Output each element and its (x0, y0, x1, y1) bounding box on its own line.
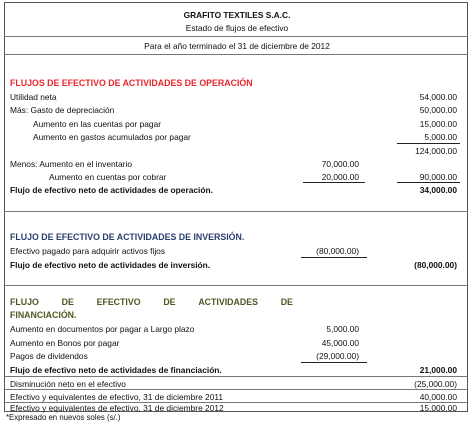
underline (301, 362, 367, 363)
cash-ending-label: Efectivo y equivalentes de efectivo, 31 de diciembre 2012 (10, 403, 224, 413)
less-total-value: 90,000.00 (419, 172, 457, 182)
cash-beginning-value: 40,000.00 (419, 392, 457, 402)
net-income-label: Utilidad neta (10, 92, 57, 102)
section-divider (5, 211, 467, 212)
cash-decrease-label: Disminución neto en el efectivo (10, 379, 126, 389)
cash-decrease-value: (25,000.00) (414, 379, 457, 389)
investing-net-value: (80,000.00) (414, 260, 457, 270)
financing-net-value: 21,000.00 (419, 365, 457, 375)
header-divider (5, 54, 467, 55)
operating-net-label: Flujo de efectivo neto de actividades de operación. (10, 185, 213, 195)
underline (303, 182, 365, 183)
investing-net-label: Flujo de efectivo neto de actividades de inversión. (10, 260, 211, 270)
financing-title-word: ACTIVIDADES (198, 297, 258, 307)
financing-title-word: DE (280, 297, 293, 307)
bonds-label: Aumento en Bonos por pagar (10, 338, 120, 348)
financing-title-word: DE (61, 297, 74, 307)
header-divider (5, 36, 467, 37)
financing-title-word: DE (163, 297, 176, 307)
inventory-label: Menos: Aumento en el inventario (10, 159, 132, 169)
financing-section-title (10, 297, 293, 307)
cash-beginning-label: Efectivo y equivalentes de efectivo, 31 de diciembre 2011 (10, 392, 224, 402)
fixed-assets-label: Efectivo pagado para adquirir activos fijos (10, 246, 166, 256)
net-income-value: 54,000.00 (419, 92, 457, 102)
long-term-notes-label: Aumento en documentos por pagar a Largo plazo (10, 324, 195, 334)
accrued-label: Aumento en gastos acumulados por pagar (33, 132, 191, 142)
financing-title-word: EFECTIVO (96, 297, 141, 307)
inventory-value: 70,000.00 (321, 159, 359, 169)
investing-section-title: FLUJO DE EFECTIVO DE ACTIVIDADES DE INVERSIÓN. (10, 232, 245, 242)
row-divider (5, 389, 467, 390)
depreciation-label: Más: Gasto de depreciación (10, 105, 115, 115)
company-name: GRAFITO TEXTILES S.A.C. (183, 10, 291, 20)
payables-label: Aumento en las cuentas por pagar (33, 119, 162, 129)
financing-section-title-line2: FINANCIACIÓN. (10, 310, 77, 320)
underline (397, 143, 460, 144)
financing-title-word: FLUJO (10, 297, 39, 307)
statement-title: Estado de flujos de efectivo (185, 23, 289, 33)
dividends-label: Pagos de dividendos (10, 351, 88, 361)
operating-subtotal-value: 124,000.00 (415, 146, 457, 156)
bonds-value: 45,000.00 (321, 338, 359, 348)
cash-flow-statement (4, 2, 468, 412)
receivables-value: 20,000.00 (321, 172, 359, 182)
accrued-value: 5,000.00 (424, 132, 457, 142)
footnote: *Expresado en nuevos soles (s/.) (6, 413, 121, 422)
cash-ending-value: 15,000.00 (419, 403, 457, 413)
receivables-label: Aumento en cuentas por cobrar (49, 172, 167, 182)
underline (397, 182, 460, 183)
statement-period: Para el año terminado el 31 de diciembre de 2012 (144, 41, 330, 51)
payables-value: 15,000.00 (419, 119, 457, 129)
dividends-value: (29,000.00) (316, 351, 359, 361)
underline (301, 257, 367, 258)
operating-net-value: 34,000.00 (419, 185, 457, 195)
depreciation-value: 50,000.00 (419, 105, 457, 115)
section-divider (5, 285, 467, 286)
financing-net-label: Flujo de efectivo neto de actividades de financiación. (10, 365, 222, 375)
long-term-notes-value: 5,000.00 (326, 324, 359, 334)
row-divider (5, 376, 467, 377)
fixed-assets-value: (80,000.00) (316, 246, 359, 256)
operating-section-title: FLUJOS DE EFECTIVO DE ACTIVIDADES DE OPERACIÓN (10, 78, 253, 88)
